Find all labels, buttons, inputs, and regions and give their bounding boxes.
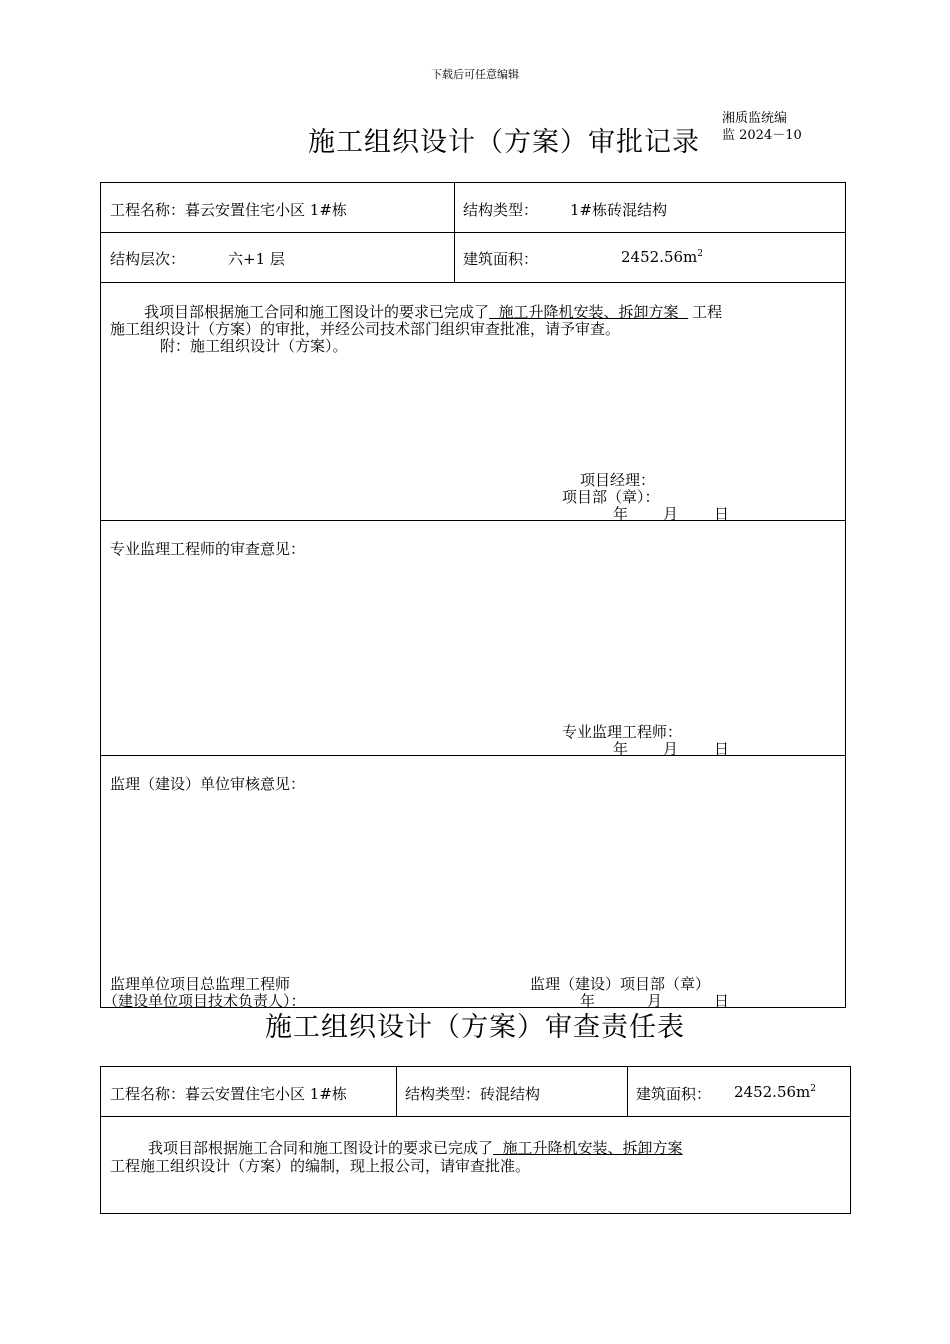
form1-title: 施工组织设计（方案）审批记录: [308, 127, 700, 158]
form2-statement-pre: 我项目部根据施工合同和施工图设计的要求已完成了: [148, 1139, 494, 1157]
chief-label-line1: 监理单位项目总监理工程师: [110, 975, 291, 993]
project-name-cell: [110, 199, 347, 220]
form2-statement-line2: 工程施工组织设计（方案）的编制，现上报公司，请审查批准。: [110, 1157, 531, 1175]
area-value-cell: [621, 248, 703, 266]
form2-area-unit-sup: 2: [810, 1084, 816, 1094]
date-day: 日: [714, 992, 730, 1010]
form2-area-label: 建筑面积：: [636, 1085, 712, 1103]
form2-project-name-label: 工程名称：: [110, 1085, 186, 1103]
row-divider: [100, 1116, 851, 1117]
engineer-sign-label: 专业监理工程师：: [562, 723, 683, 741]
form2-structure-type-value: 砖混结构: [480, 1085, 541, 1103]
column-divider: [454, 182, 455, 282]
form-code: [722, 110, 802, 144]
statement-post: 工程: [692, 303, 723, 321]
form2-title: 施工组织设计（方案）审查责任表: [265, 1012, 685, 1043]
date-day: 日: [714, 740, 730, 758]
dept-label: 项目部（章）：: [562, 488, 660, 506]
date-month: 月: [663, 505, 679, 523]
area-value: 2452.56m: [621, 248, 698, 266]
form2-structure-type-cell: [405, 1083, 540, 1104]
floors-label: 结构层次：: [110, 250, 186, 268]
header-note: 下载后可任意编辑: [431, 68, 519, 81]
date-day: 日: [714, 505, 730, 523]
form-code-line1: 湘质监统编: [722, 111, 788, 126]
row-divider: [100, 520, 846, 521]
project-name-value: 暮云安置住宅小区 1#栋: [185, 201, 347, 219]
area-unit-sup: 2: [697, 249, 703, 259]
form2-area-value-cell: [734, 1083, 816, 1101]
date-month: 月: [663, 740, 679, 758]
form2-statement-scheme: 施工升降机安装、拆卸方案: [493, 1139, 683, 1157]
floors-value: 六+1 层: [228, 250, 285, 268]
statement-line2: 施工组织设计（方案）的审批，并经公司技术部门组织审查批准，请予审查。: [110, 320, 621, 338]
statement-scheme: 施工升降机安装、拆卸方案: [489, 303, 689, 321]
row-divider: [100, 282, 846, 283]
unit-dept-label: 监理（建设）项目部（章）: [530, 975, 711, 993]
form2-project-name-cell: [110, 1083, 347, 1104]
form-code-line2: 监 2024－10: [722, 128, 802, 143]
engineer-opinion-label: 专业监理工程师的审查意见：: [110, 540, 306, 558]
row-divider: [100, 232, 846, 233]
structure-type-label: 结构类型：: [463, 201, 539, 219]
column-divider: [396, 1066, 397, 1116]
unit-opinion-label: 监理（建设）单位审核意见：: [110, 775, 306, 793]
form2-project-name-value: 暮云安置住宅小区 1#栋: [185, 1085, 347, 1103]
chief-label-line2: （建设单位项目技术负责人）：: [103, 992, 306, 1010]
date-year: 年: [613, 505, 629, 523]
row-divider: [100, 755, 846, 756]
form2-area-value: 2452.56m: [734, 1083, 811, 1101]
area-label: 建筑面积：: [463, 250, 539, 268]
attachment-note: 附：施工组织设计（方案）。: [160, 337, 348, 355]
date-year: 年: [613, 740, 629, 758]
date-year: 年: [580, 992, 596, 1010]
project-name-label: 工程名称：: [110, 201, 186, 219]
pm-label: 项目经理：: [580, 471, 656, 489]
column-divider: [627, 1066, 628, 1116]
date-month: 月: [647, 992, 663, 1010]
statement-pre: 我项目部根据施工合同和施工图设计的要求已完成了: [144, 303, 490, 321]
form2-structure-type-label: 结构类型：: [405, 1085, 481, 1103]
structure-type-value: 1#栋砖混结构: [570, 201, 668, 219]
